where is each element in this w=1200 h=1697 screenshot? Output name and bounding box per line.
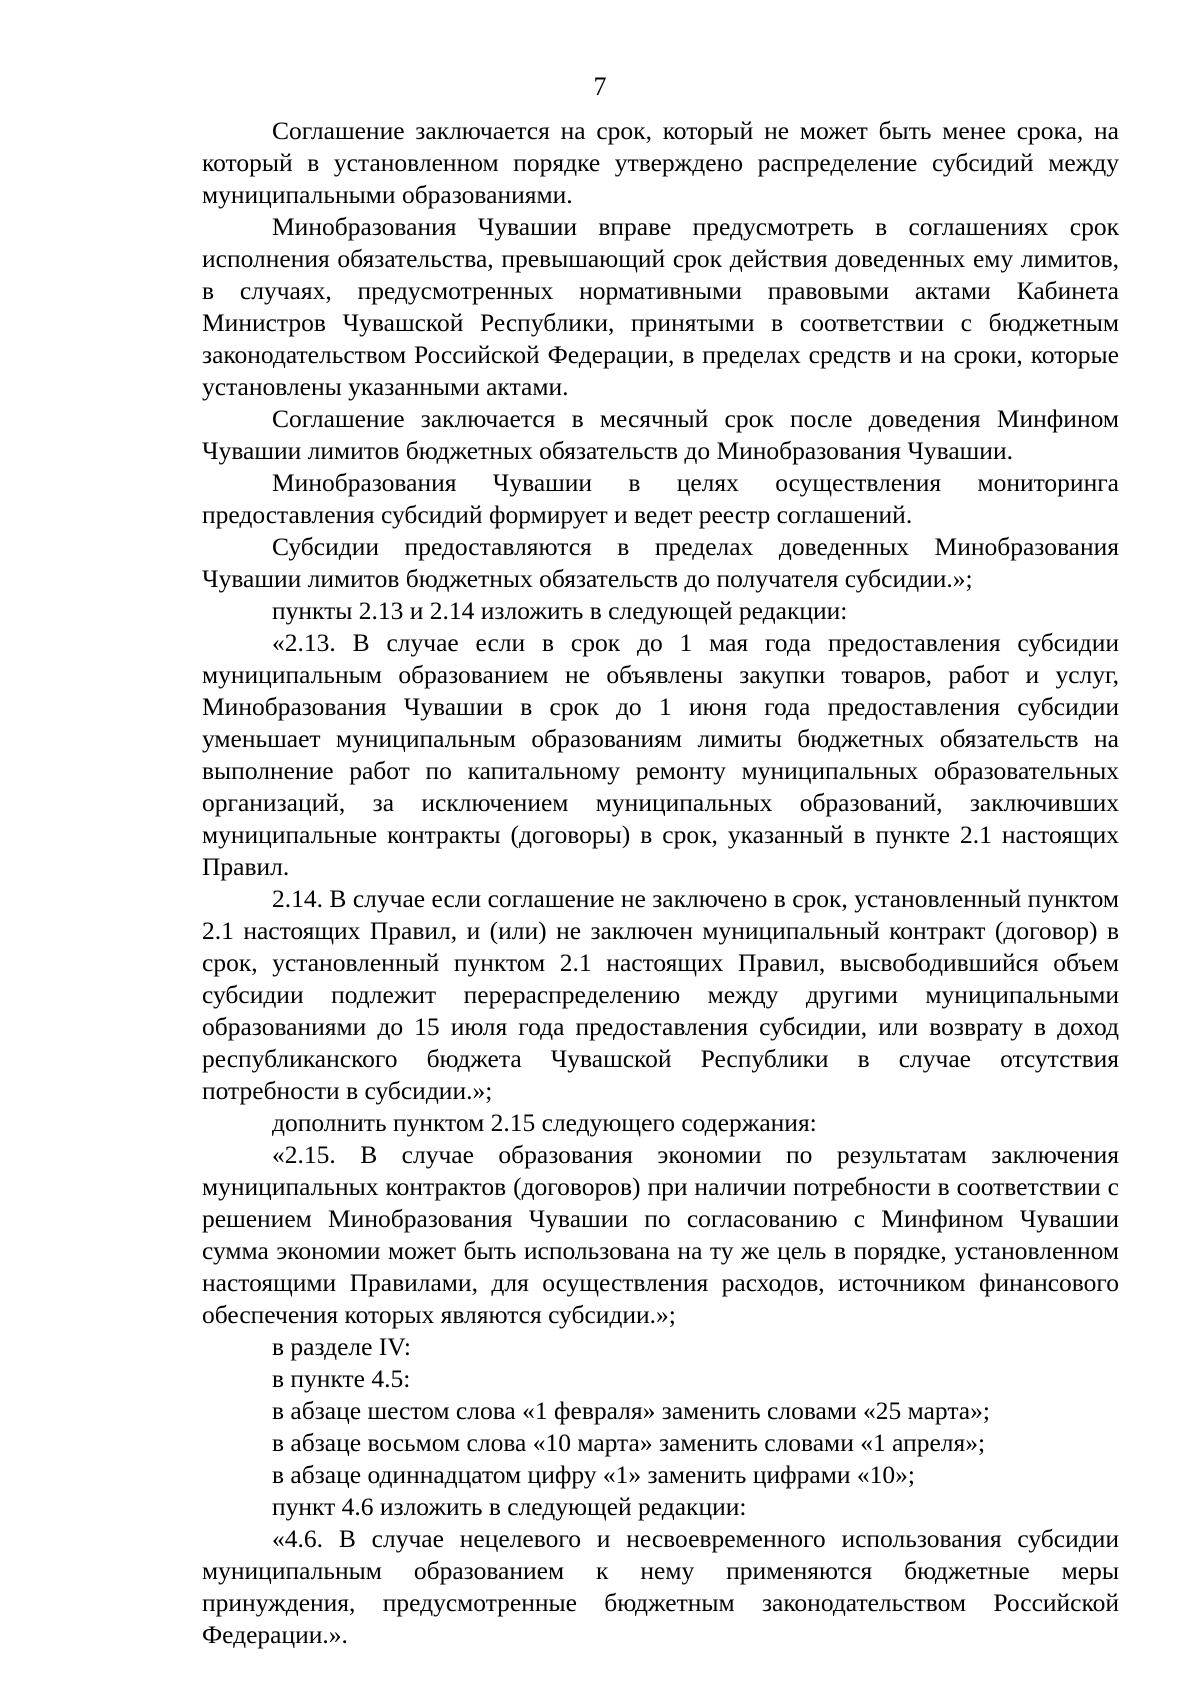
paragraph-abzac-6: в абзаце шестом слова «1 февраля» заменить словами «25 марта»; [272,1396,990,1425]
paragraph-clause-2-13: «2.13. В случае если в срок до 1 мая года предоставления субсидии муниципальным образованием не объявлены закупки товаров, работ и услуг, Минобразования Чувашии в срок до 1 июня года предоставления субсидии уменьшает муниципальным образованиям лимиты бюджетных обязательств на выполнение работ по капитальному ремонту муниципальных образовательных организаций, за исключением муниципальных образований, заключивших муниципальные контракты (договоры) в срок, указанный в пункте 2.1 настоящих Правил. [202,628,1119,881]
paragraph-clause-4-5: в пункте 4.5: [272,1364,411,1393]
paragraph-registry: Минобразования Чувашии в целях осуществления мониторинга предоставления субсидий формирует и ведет реестр соглашений. [202,468,1119,529]
paragraph-amend-4-6: пункт 4.6 изложить в следующей редакции: [272,1492,747,1521]
page-number: 7 [593,72,607,101]
document-body [202,115,1119,1651]
paragraph-add-2-15: дополнить пунктом 2.15 следующего содержания: [272,1108,817,1137]
paragraph-abzac-11: в абзаце одиннадцатом цифру «1» заменить цифрами «10»; [272,1460,915,1489]
paragraph-clause-4-6: «4.6. В случае нецелевого и несвоевременного использования субсидии муниципальным образованием к нему применяются бюджетные меры принуждения, предусмотренные бюджетным законодательством Российской Федерации.». [202,1524,1119,1649]
paragraph-clause-2-15: «2.15. В случае образования экономии по результатам заключения муниципальных контрактов (договоров) при наличии потребности в соответствии с решением Минобразования Чувашии по согласованию с Минфином Чувашии сумма экономии может быть использована на ту же цель в порядке, установленном настоящими Правилами, для осуществления расходов, источником финансового обеспечения которых являются субсидии.»; [202,1140,1119,1329]
paragraph-subsidies-limits: Субсидии предоставляются в пределах доведенных Минобразования Чувашии лимитов бюджетных обязательств до получателя субсидии.»; [202,532,1119,593]
paragraph-clause-2-14: 2.14. В случае если соглашение не заключено в срок, установленный пунктом 2.1 настоящих Правил, и (или) не заключен муниципальный контракт (договор) в срок, установленный пунктом 2.1 настоящих Правил, высвободившийся объем субсидии подлежит перераспределению между другими муниципальными образованиями до 15 июля года предоставления субсидии, или возврату в доход республиканского бюджета Чувашской Республики в случае отсутствия потребности в субсидии.»; [202,884,1119,1105]
paragraph-abzac-8: в абзаце восьмом слова «10 марта» заменить словами «1 апреля»; [272,1428,986,1457]
paragraph-obligation-term: Минобразования Чувашии вправе предусмотреть в соглашениях срок исполнения обязательства, превышающий срок действия доведенных ему лимитов, в случаях, предусмотренных нормативными правовыми актами Кабинета Министров Чувашской Республики, принятыми в соответствии с бюджетным законодательством Российской Федерации, в пределах средств и на сроки, которые установлены указанными актами. [202,212,1119,401]
paragraph-section-iv: в разделе IV: [272,1332,411,1361]
paragraph-amend-2-13-2-14: пункты 2.13 и 2.14 изложить в следующей редакции: [272,596,848,625]
paragraph-agreement-term: Соглашение заключается на срок, который не может быть менее срока, на который в установленном порядке утверждено распределение субсидий между муниципальными образованиями. [202,116,1119,209]
paragraph-agreement-month: Соглашение заключается в месячный срок после доведения Минфином Чувашии лимитов бюджетных обязательств до Минобразования Чувашии. [202,404,1119,465]
